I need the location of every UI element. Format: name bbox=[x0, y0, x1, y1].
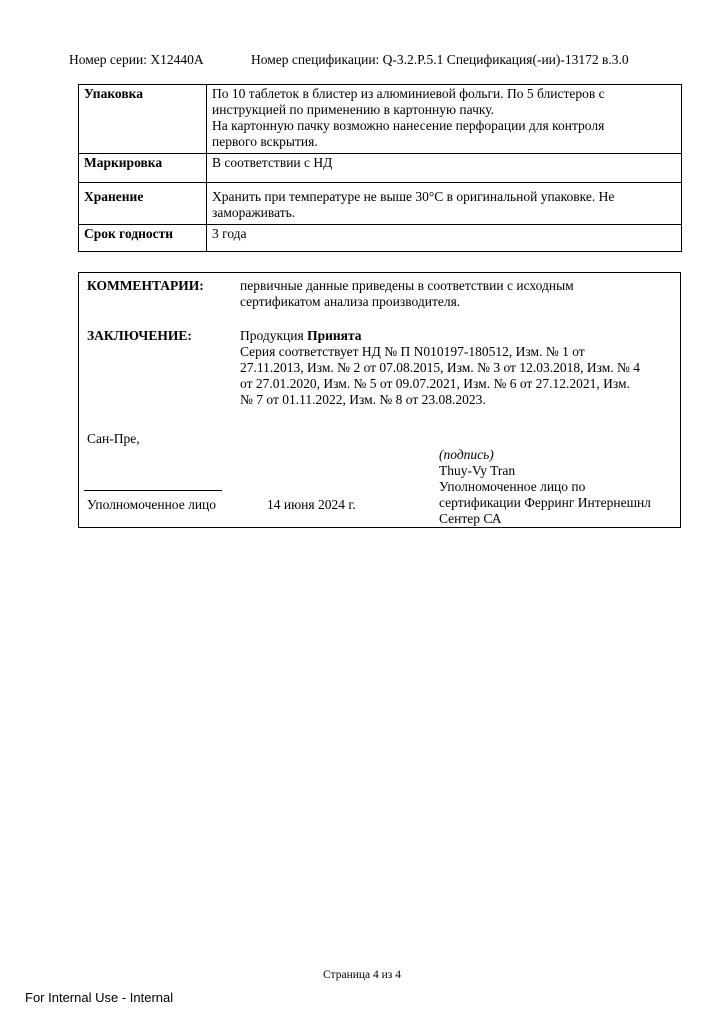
internal-use-label: For Internal Use - Internal bbox=[25, 990, 174, 1005]
page-number: Страница 4 из 4 bbox=[323, 969, 401, 981]
table-row bbox=[79, 183, 682, 225]
signer-name: Thuy-Vy Tran bbox=[439, 463, 516, 478]
signed-note: (подпись) bbox=[439, 447, 494, 462]
text-line: 27.11.2013, Изм. № 2 от 07.08.2015, Изм. № 3 от 12.03.2018, Изм. № 4 bbox=[240, 360, 641, 375]
text-line: сертификации Ферринг Интернешнл bbox=[439, 495, 651, 510]
comments-text bbox=[240, 278, 680, 310]
text-line: первичные данные приведены в соответствии с исходным bbox=[240, 278, 574, 293]
product-prefix: Продукция bbox=[240, 328, 308, 343]
product-status-line bbox=[240, 328, 680, 344]
text-line: от 27.01.2020, Изм. № 5 от 09.07.2021, Изм. № 6 от 27.12.2021, Изм. bbox=[240, 376, 630, 391]
table-row bbox=[79, 85, 682, 154]
text-line: Серия соответствует НД № П N010197-180512, Изм. № 1 от bbox=[240, 344, 585, 359]
row-label-storage: Хранение bbox=[79, 183, 207, 225]
signature-place: Сан-Пре, bbox=[87, 431, 140, 446]
document-header bbox=[69, 52, 669, 68]
text-line: сертификатом анализа производителя. bbox=[240, 294, 461, 309]
row-value-storage bbox=[207, 183, 682, 225]
text-line: По 10 таблеток в блистер из алюминиевой фольги. По 5 блистеров с bbox=[212, 86, 605, 101]
conclusion-label: ЗАКЛЮЧЕНИЕ: bbox=[87, 328, 192, 343]
text-line: На картонную пачку возможно нанесение перфорации для контроля bbox=[212, 118, 605, 133]
text-line: 3 года bbox=[212, 226, 247, 241]
comments-label: КОММЕНТАРИИ: bbox=[87, 278, 204, 293]
text-line: инструкцией по применению в картонную пачку. bbox=[212, 102, 495, 117]
batch-number: Номер серии: X12440A bbox=[69, 52, 204, 67]
specification-table bbox=[78, 84, 682, 252]
row-value-packaging bbox=[207, 85, 682, 154]
text-line: В соответствии с НД bbox=[212, 155, 333, 170]
row-label-packaging: Упаковка bbox=[79, 85, 207, 154]
row-label-marking: Маркировка bbox=[79, 154, 207, 183]
text-line: Хранить при температуре не выше 30°С в оригинальной упаковке. Не bbox=[212, 189, 615, 204]
row-label-shelf-life: Срок годности bbox=[79, 225, 207, 252]
conclusion-text bbox=[240, 328, 680, 408]
text-line: замораживать. bbox=[212, 205, 296, 220]
signature-underline bbox=[84, 490, 222, 491]
signature-date: 14 июня 2024 г. bbox=[267, 497, 356, 512]
text-line: Сентер СА bbox=[439, 511, 502, 526]
specification-number: Номер спецификации: Q-3.2.P.5.1 Спецификация(-ии)-13172 в.3.0 bbox=[251, 52, 629, 67]
role-right bbox=[439, 479, 679, 527]
text-line: первого вскрытия. bbox=[212, 134, 318, 149]
status-accepted: Принята bbox=[307, 328, 362, 343]
row-value-shelf-life bbox=[207, 225, 682, 252]
table-row bbox=[79, 225, 682, 252]
text-line: № 7 от 01.11.2022, Изм. № 8 от 23.08.2023. bbox=[240, 392, 486, 407]
text-line: Уполномоченное лицо по bbox=[439, 479, 586, 494]
row-value-marking bbox=[207, 154, 682, 183]
role-left: Уполномоченное лицо bbox=[87, 497, 217, 512]
table-row bbox=[79, 154, 682, 183]
